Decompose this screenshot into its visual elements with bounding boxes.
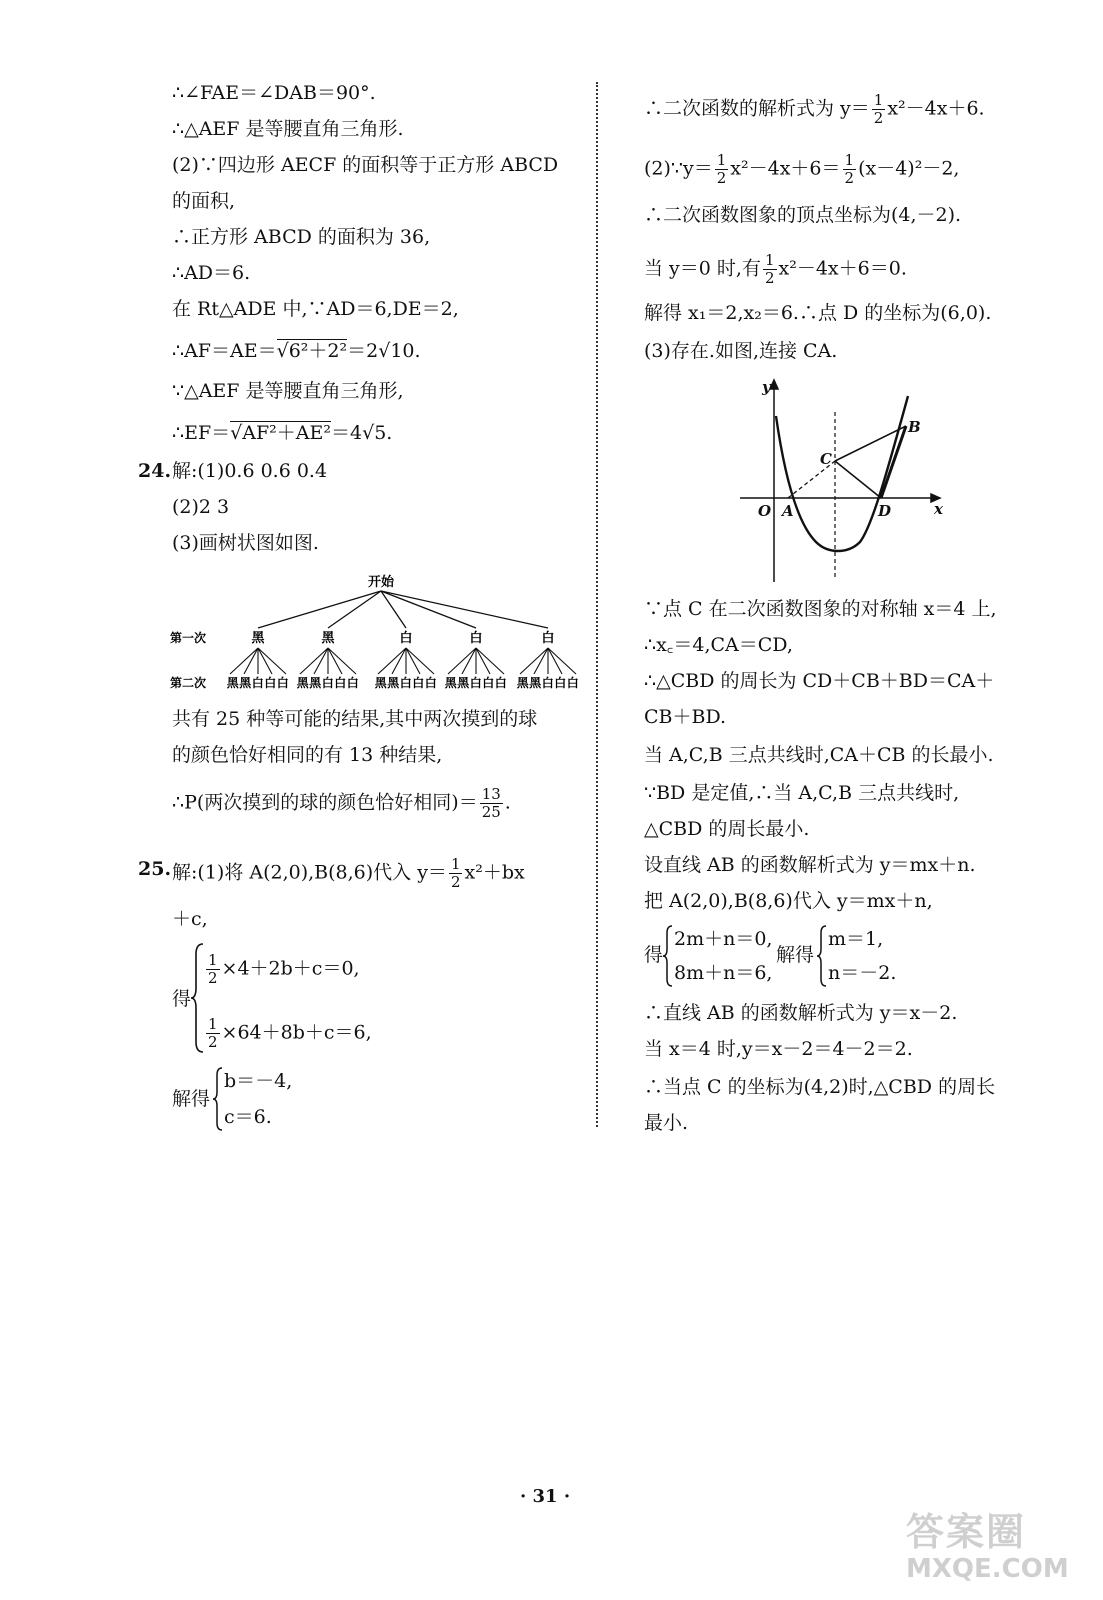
q25-part1-text: 解:(1)将 A(2,0),B(8,6)代入 y＝ xyxy=(172,861,447,884)
af-ae-root: √6²＋2² xyxy=(276,340,348,362)
tree-second-label: 第二次 xyxy=(170,676,207,690)
eq1-text: ×4＋2b＋c＝0, xyxy=(221,957,360,980)
line-collinear: 当 A,C,B 三点共线时,CA＋CB 的长最小. xyxy=(644,744,994,766)
line-aef-again: ∵△AEF 是等腰直角三角形, xyxy=(172,380,404,402)
line-x-four: 当 x＝4 时,y＝x－2＝4－2＝2. xyxy=(644,1038,913,1060)
watermark-logo-text: 答案圈 xyxy=(906,1510,1027,1554)
tree-first-label: 第一次 xyxy=(170,631,207,645)
fraction-denominator: 25 xyxy=(481,803,501,821)
system-eq-2: 8m＋n＝6, xyxy=(674,962,773,984)
line-ef xyxy=(172,420,392,446)
line-vertex-coords: ∴二次函数图象的顶点坐标为(4,－2). xyxy=(644,204,962,226)
q25-part1 xyxy=(172,856,525,891)
q25-de: 得 xyxy=(172,988,192,1010)
solution-n: n＝－2. xyxy=(828,962,897,984)
fraction-numerator: 13 xyxy=(481,785,501,803)
graph-label-x: x xyxy=(934,500,943,518)
graph-label-b: B xyxy=(908,418,921,436)
tree-first-3: 白 xyxy=(399,631,413,646)
q24-probability xyxy=(172,786,511,821)
y-axis-arrow xyxy=(770,380,778,389)
line-substitute: 把 A(2,0),B(8,6)代入 y＝mx＋n, xyxy=(644,890,933,912)
eq1-fraction xyxy=(206,952,220,987)
tree-second-lines xyxy=(230,648,576,674)
tree-second-5: 黑黑白白白 xyxy=(516,676,580,690)
tree-second-2: 黑黑白白白 xyxy=(296,676,360,690)
q24-part2: (2)2 3 xyxy=(172,496,230,518)
q25-part1-cont: ＋c, xyxy=(172,908,208,930)
line-perimeter: ∴△CBD 的周长为 CD＋CB＋BD＝CA＋ xyxy=(644,670,995,692)
probability-fraction xyxy=(480,786,503,821)
tree-first-5: 白 xyxy=(541,631,555,646)
q25-fraction xyxy=(449,856,463,891)
system-brace-2 xyxy=(816,924,828,988)
fraction-numerator: 1 xyxy=(208,1015,218,1033)
line-perimeter-cont: CB＋BD. xyxy=(644,706,727,728)
line-min-perimeter: △CBD 的周长最小. xyxy=(644,818,810,840)
line-aecf-area: (2)∵四边形 AECF 的面积等于正方形 ABCD xyxy=(172,154,559,176)
watermark-url: MXQE.COM xyxy=(906,1554,1069,1584)
line-ab-formula: ∴直线 AB 的函数解析式为 y＝x－2. xyxy=(644,1002,958,1024)
graph-label-c: C xyxy=(820,450,832,468)
tree-first-4: 白 xyxy=(469,631,483,646)
line-area-cont: 的面积, xyxy=(172,190,236,212)
ef-root: √AF²＋AE² xyxy=(230,422,331,444)
solution-m: m＝1, xyxy=(828,928,884,950)
fraction-numerator: 1 xyxy=(873,91,884,109)
line-c-on-axis: ∵点 C 在二次函数图象的对称轴 x＝4 上, xyxy=(644,598,997,620)
ef-prefix: ∴EF＝ xyxy=(172,422,231,444)
q25-solution-b: b＝－4, xyxy=(224,1070,293,1092)
tree-second-3: 黑黑白白白 xyxy=(374,676,438,690)
q25-solution-brace xyxy=(212,1066,224,1132)
r1-text: ∴二次函数的解析式为 y＝ xyxy=(644,97,870,120)
line-roots: 解得 x₁＝2,x₂＝6.∴点 D 的坐标为(6,0). xyxy=(644,302,992,324)
tree-first-lines xyxy=(258,591,548,628)
system-eq-1: 2m＋n＝0, xyxy=(674,928,773,950)
tree-second-4: 黑黑白白白 xyxy=(444,676,508,690)
q24-part1: 解:(1)0.6 0.6 0.4 xyxy=(172,460,328,482)
line-angle-fae: ∴∠FAE＝∠DAB＝90°. xyxy=(172,82,376,104)
r2-tail: (x－4)²－2, xyxy=(858,157,960,180)
tree-first-2: 黑 xyxy=(321,631,335,646)
line-square-area: ∴正方形 ABCD 的面积为 36, xyxy=(172,226,431,248)
eq2-fraction xyxy=(206,1016,220,1051)
r4-text: 当 y＝0 时,有 xyxy=(644,257,761,280)
fraction-numerator: 1 xyxy=(844,151,855,169)
segment-cd xyxy=(835,461,881,498)
watermark xyxy=(906,1510,1086,1590)
fraction-denominator: 2 xyxy=(208,969,218,987)
q25-number: 25. xyxy=(138,858,172,880)
system-brace-1 xyxy=(662,924,674,988)
q24-result-2: 的颜色恰好相同的有 13 种结果, xyxy=(172,744,443,766)
q25-part1-tail: x²＋bx xyxy=(464,861,525,884)
tree-diagram xyxy=(168,570,588,692)
line-parabola-formula xyxy=(644,92,985,127)
fraction-numerator: 1 xyxy=(208,951,218,969)
r1-fraction xyxy=(872,92,886,127)
graph-label-d: D xyxy=(878,502,892,520)
fraction-numerator: 1 xyxy=(764,251,775,269)
fraction-numerator: 1 xyxy=(716,151,727,169)
fraction-denominator: 2 xyxy=(873,109,884,127)
q24-number: 24. xyxy=(138,460,172,482)
af-ae-prefix: ∴AF＝AE＝ xyxy=(172,340,277,362)
line-y-zero xyxy=(644,252,907,287)
line-conclusion-cont: 最小. xyxy=(644,1112,689,1134)
line-rt-ade: 在 Rt△ADE 中,∵AD＝6,DE＝2, xyxy=(172,298,459,320)
r2-mid: x²－4x＋6＝ xyxy=(730,157,841,180)
r2-text: (2)∵y＝ xyxy=(644,157,713,180)
eq2-text: ×64＋8b＋c＝6, xyxy=(221,1021,372,1044)
q25-equation-2 xyxy=(204,1016,372,1051)
line-ad: ∴AD＝6. xyxy=(172,262,251,284)
ef-result: ＝4√5. xyxy=(331,422,393,444)
fraction-denominator: 2 xyxy=(716,169,727,187)
r4-tail: x²－4x＋6＝0. xyxy=(778,257,907,280)
q24-part3: (3)画树状图如图. xyxy=(172,532,319,554)
r4-fraction xyxy=(763,252,777,287)
q25-solution-c: c＝6. xyxy=(224,1106,272,1128)
probability-period: . xyxy=(504,791,511,814)
tree-start: 开始 xyxy=(367,575,395,590)
q24-result-1: 共有 25 种等可能的结果,其中两次摸到的球 xyxy=(172,708,538,730)
line-bd-fixed: ∵BD 是定值,∴当 A,C,B 三点共线时, xyxy=(644,782,960,804)
line-set-ab: 设直线 AB 的函数解析式为 y＝mx＋n. xyxy=(644,854,976,876)
r2-fraction-1 xyxy=(715,152,729,187)
r2-fraction-2 xyxy=(843,152,857,187)
column-divider xyxy=(596,82,598,1127)
q25-jiede: 解得 xyxy=(172,1088,211,1110)
fraction-denominator: 2 xyxy=(208,1033,218,1051)
r1-tail: x²－4x＋6. xyxy=(887,97,985,120)
fraction-denominator: 2 xyxy=(844,169,855,187)
parabola-graph xyxy=(740,376,950,586)
graph-label-a: A xyxy=(782,502,794,520)
fraction-denominator: 2 xyxy=(764,269,775,287)
graph-label-y: y xyxy=(762,378,771,396)
line-aef-isosceles: ∴△AEF 是等腰直角三角形. xyxy=(172,118,404,140)
line-af-ae xyxy=(172,338,421,364)
line-part3: (3)存在.如图,连接 CA. xyxy=(644,340,838,362)
q25-equation-1 xyxy=(204,952,360,987)
tree-second-1: 黑黑白白白 xyxy=(226,676,290,690)
page-number: · 31 · xyxy=(520,1486,571,1507)
fraction-denominator: 2 xyxy=(450,873,461,891)
tree-first-1: 黑 xyxy=(251,631,265,646)
line-de-2: 得 xyxy=(644,944,664,966)
line-conclusion: ∴当点 C 的坐标为(4,2)时,△CBD 的周长 xyxy=(644,1076,996,1098)
line-xc: ∴x꜀＝4,CA＝CD, xyxy=(644,634,793,656)
af-ae-result: ＝2√10. xyxy=(347,340,421,362)
probability-text: ∴P(两次摸到的球的颜色恰好相同)＝ xyxy=(172,791,478,814)
line-jiede-2: 解得 xyxy=(776,944,815,966)
graph-label-o: O xyxy=(758,502,772,520)
fraction-numerator: 1 xyxy=(450,855,461,873)
line-vertex-form xyxy=(644,152,959,187)
